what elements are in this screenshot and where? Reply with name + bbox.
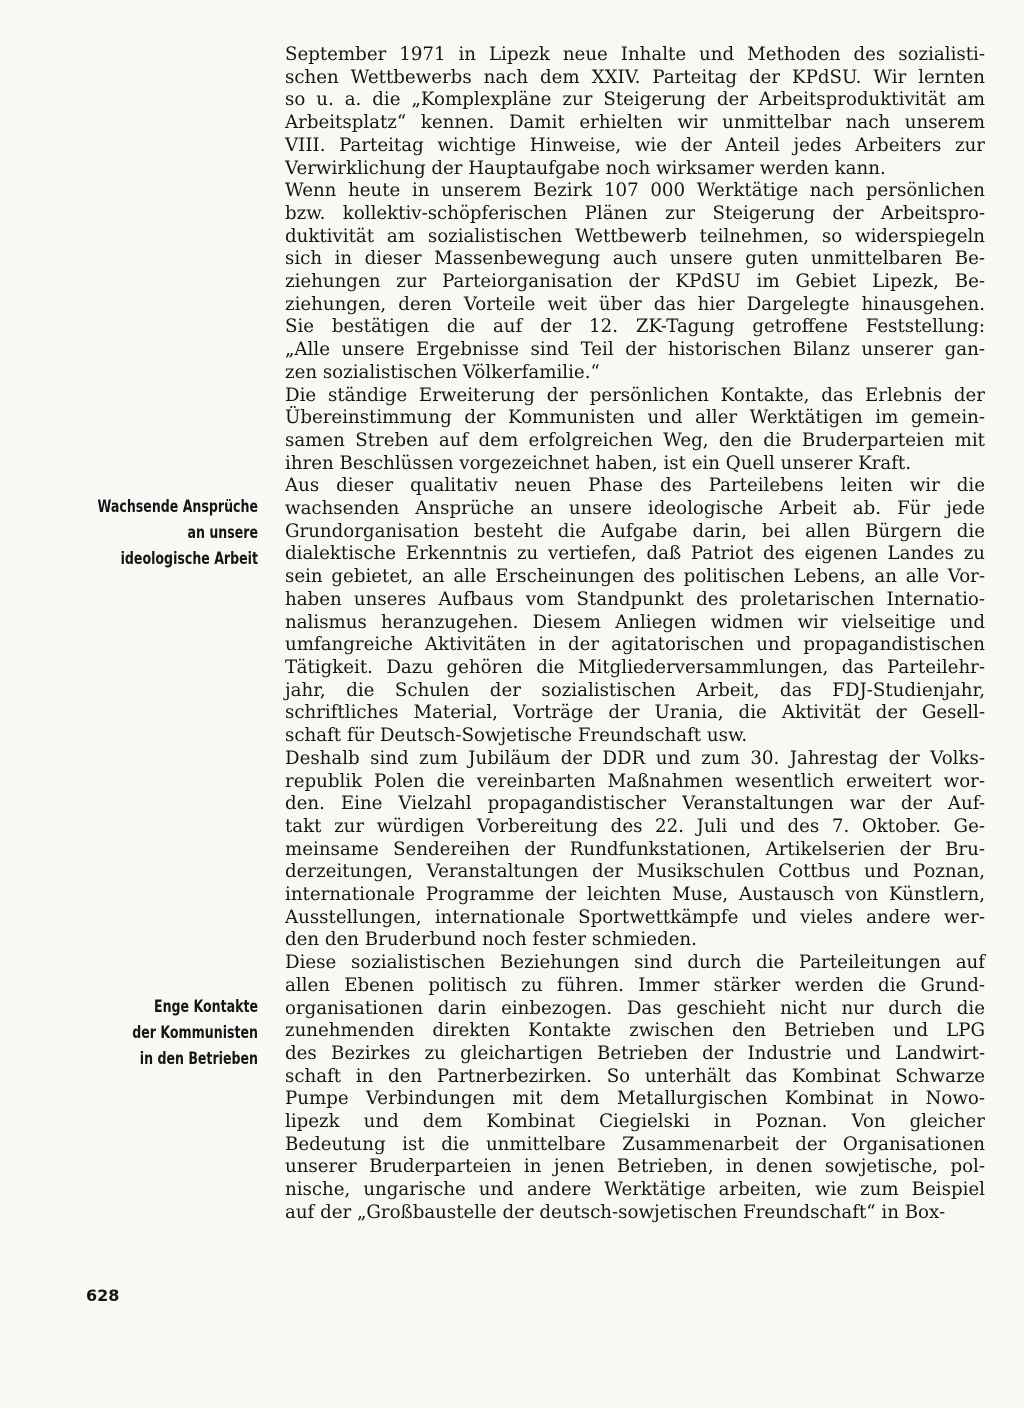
paragraph — [285, 748, 985, 952]
text-line: VIII. Parteitag wichtige Hinweise, wie der Anteil jedes Arbeiters zur — [285, 134, 985, 156]
sidenote-line: der Kommunisten — [132, 1023, 258, 1043]
text-line: September 1971 in Lipezk neue Inhalte und Methoden des sozialisti- — [285, 44, 985, 65]
text-line: schaft für Deutsch-Sowjetische Freundschaft usw. — [285, 725, 748, 747]
paragraph — [285, 180, 985, 384]
text-line: republik Polen die vereinbarten Maßnahmen wesentlich erweitert wor- — [285, 770, 985, 792]
text-line: ziehungen, deren Vorteile weit über das hier Dargelegte hinausgehen. — [285, 293, 985, 315]
text-line: derzeitungen, Veranstaltungen der Musikschulen Cottbus und Poznan, — [285, 861, 985, 883]
text-line: Sie bestätigen die auf der 12. ZK-Tagung getroffene Feststellung: — [285, 316, 985, 338]
text-line: auf der „Großbaustelle der deutsch-sowjetischen Freundschaft“ in Box- — [285, 1201, 946, 1223]
text-line: Die ständige Erweiterung der persönlichen Kontakte, das Erlebnis der — [285, 384, 985, 406]
text-line: nische, ungarische und andere Werktätige arbeiten, wie zum Beispiel — [285, 1179, 985, 1201]
text-line: jahr, die Schulen der sozialistischen Arbeit, das FDJ-Studienjahr, — [285, 679, 985, 701]
text-line: Tätigkeit. Dazu gehören die Mitgliederversammlungen, das Parteilehr- — [285, 656, 985, 678]
text-line: Ausstellungen, internationale Sportwettkämpfe und vieles andere wer- — [285, 906, 985, 928]
sidenote-line: ideologische Arbeit — [120, 549, 258, 569]
text-line: samen Streben auf dem erfolgreichen Weg, den die Bruderparteien mit — [285, 429, 985, 451]
text-line: Diese sozialistischen Beziehungen sind durch die Parteileitungen auf — [285, 952, 985, 974]
text-line: des Bezirkes zu gleichartigen Betrieben der Industrie und Landwirt- — [285, 1042, 985, 1064]
paragraph — [285, 44, 985, 180]
text-line: unserer Bruderparteien in jenen Betrieben, in denen sowjetische, pol- — [285, 1156, 985, 1178]
text-line: duktivität am sozialistischen Wettbewerb teilnehmen, so widerspiegeln — [285, 225, 985, 247]
text-line: sich in dieser Massenbewegung auch unsere guten unmittelbaren Be- — [285, 248, 985, 270]
sidenote-line: Enge Kontakte — [153, 997, 258, 1017]
text-line: den den Bruderbund noch fester schmieden. — [285, 929, 697, 951]
paragraph — [285, 952, 985, 1224]
text-line: organisationen darin einbezogen. Das geschieht nicht nur durch die — [285, 997, 985, 1019]
text-line: Pumpe Verbindungen mit dem Metallurgischen Kombinat in Nowo- — [285, 1088, 985, 1110]
sidenote-line: an unsere — [187, 523, 258, 543]
text-line: Arbeitsplatz“ kennen. Damit erhielten wir unmittelbar nach unserem — [285, 112, 985, 134]
text-line: ziehungen zur Parteiorganisation der KPdSU im Gebiet Lipezk, Be- — [285, 271, 985, 293]
sidenote-line: Wachsende Ansprüche — [97, 497, 258, 517]
text-line: zunehmenden direkten Kontakte zwischen den Betrieben und LPG — [285, 1020, 985, 1042]
text-line: dialektische Erkenntnis zu vertiefen, daß Patriot des eigenen Landes zu — [285, 543, 985, 565]
text-line: ihren Beschlüssen vorgezeichnet haben, ist ein Quell unserer Kraft. — [285, 452, 912, 474]
text-line: bzw. kollektiv-schöpferischen Plänen zur Steigerung der Arbeitspro- — [285, 202, 985, 224]
paragraph — [285, 475, 985, 747]
text-line: zen sozialistischen Völkerfamilie.“ — [285, 361, 600, 383]
text-line: wachsenden Ansprüche an unsere ideologische Arbeit ab. Für jede — [285, 498, 985, 520]
text-line: Verwirklichung der Hauptaufgabe noch wirksamer werden kann. — [285, 157, 886, 179]
text-line: Wenn heute in unserem Bezirk 107 000 Werktätige nach persönlichen — [285, 180, 985, 202]
sidenote-heading — [80, 994, 258, 1072]
text-line: schriftliches Material, Vorträge der Urania, die Aktivität der Gesell- — [285, 702, 985, 724]
text-line: meinsame Sendereihen der Rundfunkstationen, Artikelserien der Bru- — [285, 838, 985, 860]
text-line: „Alle unsere Ergebnisse sind Teil der historischen Bilanz unserer gan- — [285, 339, 985, 361]
text-line: umfangreiche Aktivitäten in der agitatorischen und propagandistischen — [285, 634, 985, 656]
text-line: nalismus heranzugehen. Diesem Anliegen widmen wir vielseitige und — [285, 611, 985, 633]
paragraph — [285, 385, 985, 476]
sidenote-heading — [80, 494, 258, 572]
text-line: schen Wettbewerbs nach dem XXIV. Parteitag der KPdSU. Wir lernten — [285, 66, 985, 88]
text-line: allen Ebenen politisch zu führen. Immer stärker werden die Grund- — [285, 974, 985, 996]
page-number: 628 — [86, 1286, 120, 1305]
text-line: Deshalb sind zum Jubiläum der DDR und zum 30. Jahrestag der Volks- — [285, 747, 985, 769]
text-line: schaft in den Partnerbezirken. So unterhält das Kombinat Schwarze — [285, 1065, 985, 1087]
text-line: Aus dieser qualitativ neuen Phase des Parteilebens leiten wir die — [285, 475, 985, 497]
text-line: sein gebietet, an alle Erscheinungen des politischen Lebens, an alle Vor- — [285, 566, 985, 588]
text-line: haben unseres Aufbaus vom Standpunkt des proletarischen Internatio- — [285, 588, 985, 610]
text-line: lipezk und dem Kombinat Ciegielski in Poznan. Von gleicher — [285, 1111, 985, 1133]
text-line: takt zur würdigen Vorbereitung des 22. Juli und des 7. Oktober. Ge- — [285, 815, 985, 837]
text-line: Grundorganisation besteht die Aufgabe darin, bei allen Bürgern die — [285, 520, 985, 542]
text-line: internationale Programme der leichten Muse, Austausch von Künstlern, — [285, 884, 985, 906]
text-line: so u. a. die „Komplexpläne zur Steigerung der Arbeitsproduktivität am — [285, 89, 985, 111]
text-line: den. Eine Vielzahl propagandistischer Veranstaltungen war der Auf- — [285, 793, 985, 815]
text-line: Bedeutung ist die unmittelbare Zusammenarbeit der Organisationen — [285, 1133, 985, 1155]
main-text-column — [285, 44, 985, 1225]
text-line: Übereinstimmung der Kommunisten und aller Werktätigen im gemein- — [285, 407, 985, 429]
sidenote-line: in den Betrieben — [139, 1049, 258, 1069]
